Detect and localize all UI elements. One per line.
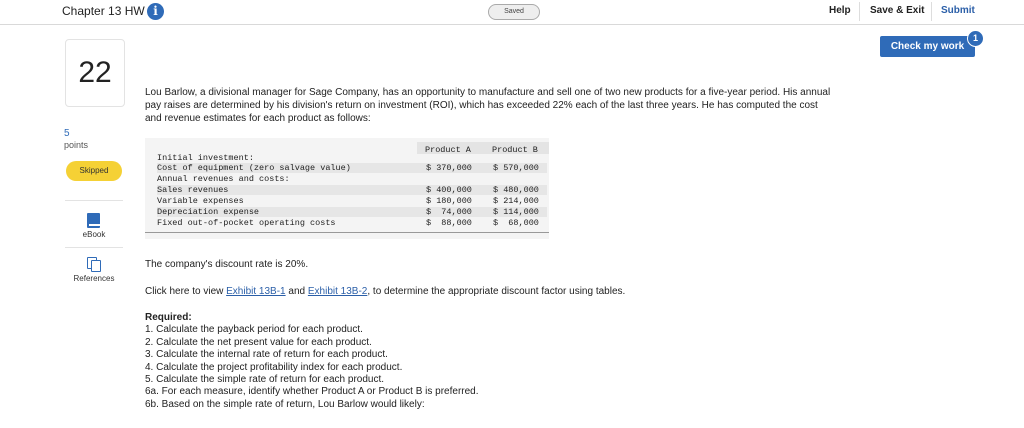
table-row — [157, 174, 547, 184]
ebook-button[interactable] — [66, 213, 122, 241]
table-row — [157, 153, 547, 163]
product-a-value: $ 180,000 — [426, 196, 472, 206]
info-icon[interactable]: i — [147, 3, 164, 20]
row-label: Variable expenses — [157, 196, 244, 206]
table-bottom-rule — [145, 232, 549, 233]
book-icon — [87, 213, 100, 228]
exhibit-13b-1-link[interactable]: Exhibit 13B-1 — [226, 286, 286, 297]
product-a-value: $ 370,000 — [426, 163, 472, 173]
product-a-value: $ 74,000 — [426, 207, 472, 217]
column-header-product-b: Product B — [492, 145, 538, 155]
row-label: Depreciation expense — [157, 207, 260, 217]
references-button[interactable] — [66, 257, 122, 285]
required-item: 6a. For each measure, identify whether Product A or Product B is preferred. — [145, 386, 479, 398]
points-value: 5 — [64, 128, 70, 139]
discount-rate-text: The company's discount rate is 20%. — [145, 259, 309, 270]
check-my-work-button[interactable]: Check my work — [880, 36, 975, 57]
top-bar — [0, 0, 1024, 25]
references-icon — [87, 257, 100, 270]
nav-divider — [859, 2, 860, 21]
required-item: 4. Calculate the project profitability index for each product. — [145, 361, 403, 373]
required-item: 2. Calculate the net present value for each product. — [145, 336, 372, 348]
product-b-value: $ 570,000 — [493, 163, 539, 173]
help-link[interactable]: Help — [829, 5, 851, 16]
question-intro: Lou Barlow, a divisional manager for Sage Company, has an opportunity to manufacture and sell one of two new products for a five-year period. His annual pay raises are determined by his division's return on investment (ROI), which has exceeded 22% each of the last three years. He has computed the cost and revenue estimates for each product as follows: — [145, 87, 831, 124]
submit-link[interactable]: Submit — [941, 5, 975, 16]
nav-divider — [931, 2, 932, 21]
row-label: Sales revenues — [157, 185, 229, 195]
product-b-value: $ 214,000 — [493, 196, 539, 206]
table-row — [157, 163, 547, 173]
product-b-value: $ 480,000 — [493, 185, 539, 195]
required-section — [145, 312, 479, 411]
references-label: References — [73, 274, 115, 283]
product-b-value: $ 114,000 — [493, 207, 539, 217]
required-item: 1. Calculate the payback period for each product. — [145, 324, 363, 336]
product-a-value: $ 88,000 — [426, 218, 472, 228]
required-item: 3. Calculate the internal rate of return for each product. — [145, 349, 388, 361]
exhibit-13b-2-link[interactable]: Exhibit 13B-2 — [307, 286, 368, 297]
skipped-badge: Skipped — [66, 161, 122, 181]
ebook-label: eBook — [82, 230, 106, 239]
cost-revenue-table — [145, 138, 549, 239]
points-label: points — [64, 140, 89, 150]
required-title: Required: — [145, 312, 192, 323]
product-a-value: $ 400,000 — [426, 185, 472, 195]
table-row — [157, 196, 547, 206]
sidebar-divider — [65, 200, 123, 201]
saved-status-badge: Saved — [488, 4, 540, 20]
question-number: 22 — [65, 39, 125, 107]
row-label: Annual revenues and costs: — [157, 174, 290, 184]
required-item: 5. Calculate the simple rate of return for each product. — [145, 374, 385, 386]
row-label: Fixed out-of-pocket operating costs — [157, 218, 336, 228]
required-item: 6b. Based on the simple rate of return, Lou Barlow would likely: — [145, 398, 425, 410]
product-b-value: $ 68,000 — [493, 218, 539, 228]
table-row — [157, 218, 547, 228]
check-count-badge: 1 — [967, 30, 984, 47]
exhibit-instructions: Click here to view Exhibit 13B-1 and Exhibit 13B-2, to determine the appropriate discount factor using tables. — [145, 286, 626, 297]
table-header — [145, 142, 547, 155]
assignment-title: Chapter 13 HW — [62, 4, 145, 18]
table-row — [157, 185, 547, 195]
sidebar-divider — [65, 247, 123, 248]
save-exit-link[interactable]: Save & Exit — [870, 5, 925, 16]
column-header-product-a: Product A — [425, 145, 471, 155]
row-label: Cost of equipment (zero salvage value) — [157, 163, 351, 173]
row-label: Initial investment: — [157, 153, 254, 163]
table-row — [157, 207, 547, 217]
